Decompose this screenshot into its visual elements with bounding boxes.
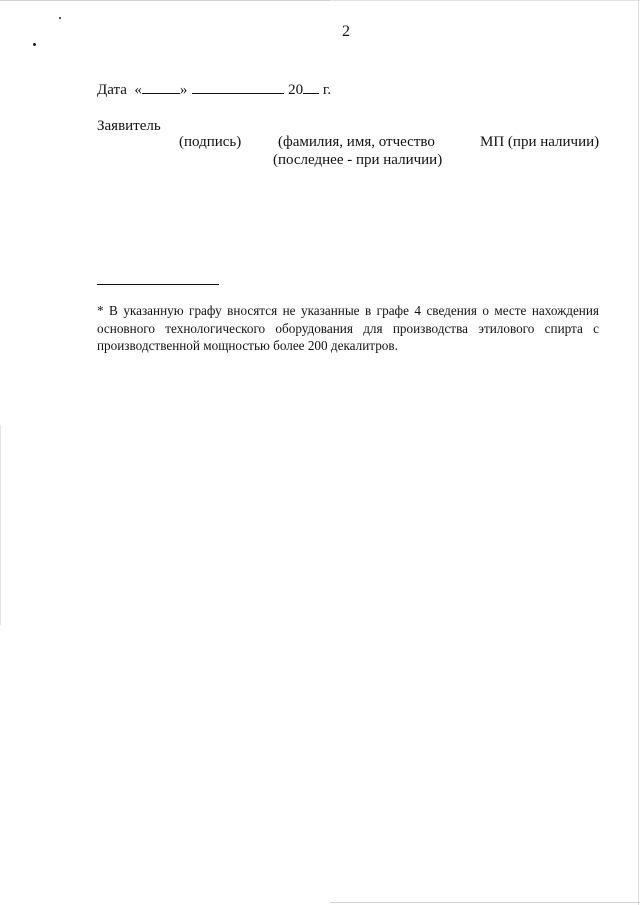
year-prefix: 20 — [288, 82, 304, 98]
date-close-quote: » — [179, 82, 188, 98]
date-line — [97, 81, 331, 99]
page-number: 2 — [342, 23, 350, 40]
scan-speck — [59, 17, 61, 19]
fio-caption-line2: (последнее - при наличии) — [273, 152, 443, 168]
date-label: Дата — [97, 82, 127, 98]
fio-caption-line1: (фамилия, имя, отчество — [278, 134, 435, 150]
scan-border-bottom — [330, 902, 640, 903]
month-blank — [192, 81, 284, 94]
year-suffix: г. — [322, 82, 332, 98]
footnote-separator — [97, 284, 219, 285]
scan-speck — [33, 43, 36, 46]
scan-border-right — [638, 0, 639, 905]
applicant-label: Заявитель — [97, 118, 161, 134]
year-blank — [303, 81, 319, 94]
scan-border-top — [0, 0, 330, 1]
signature-caption: (подпись) — [179, 134, 242, 150]
scan-border-left — [0, 425, 1, 625]
footnote-text: * В указанную графу вносятся не указанные в графе 4 сведения о месте нахождения основного технологического оборудования для производства этилового спирта с производственной мощностью более 200 декалитров. — [97, 303, 599, 353]
day-blank — [142, 81, 180, 94]
seal-caption: МП (при наличии) — [480, 134, 600, 150]
scan-border-top-faint — [330, 0, 640, 1]
date-open-quote: « — [134, 82, 142, 98]
